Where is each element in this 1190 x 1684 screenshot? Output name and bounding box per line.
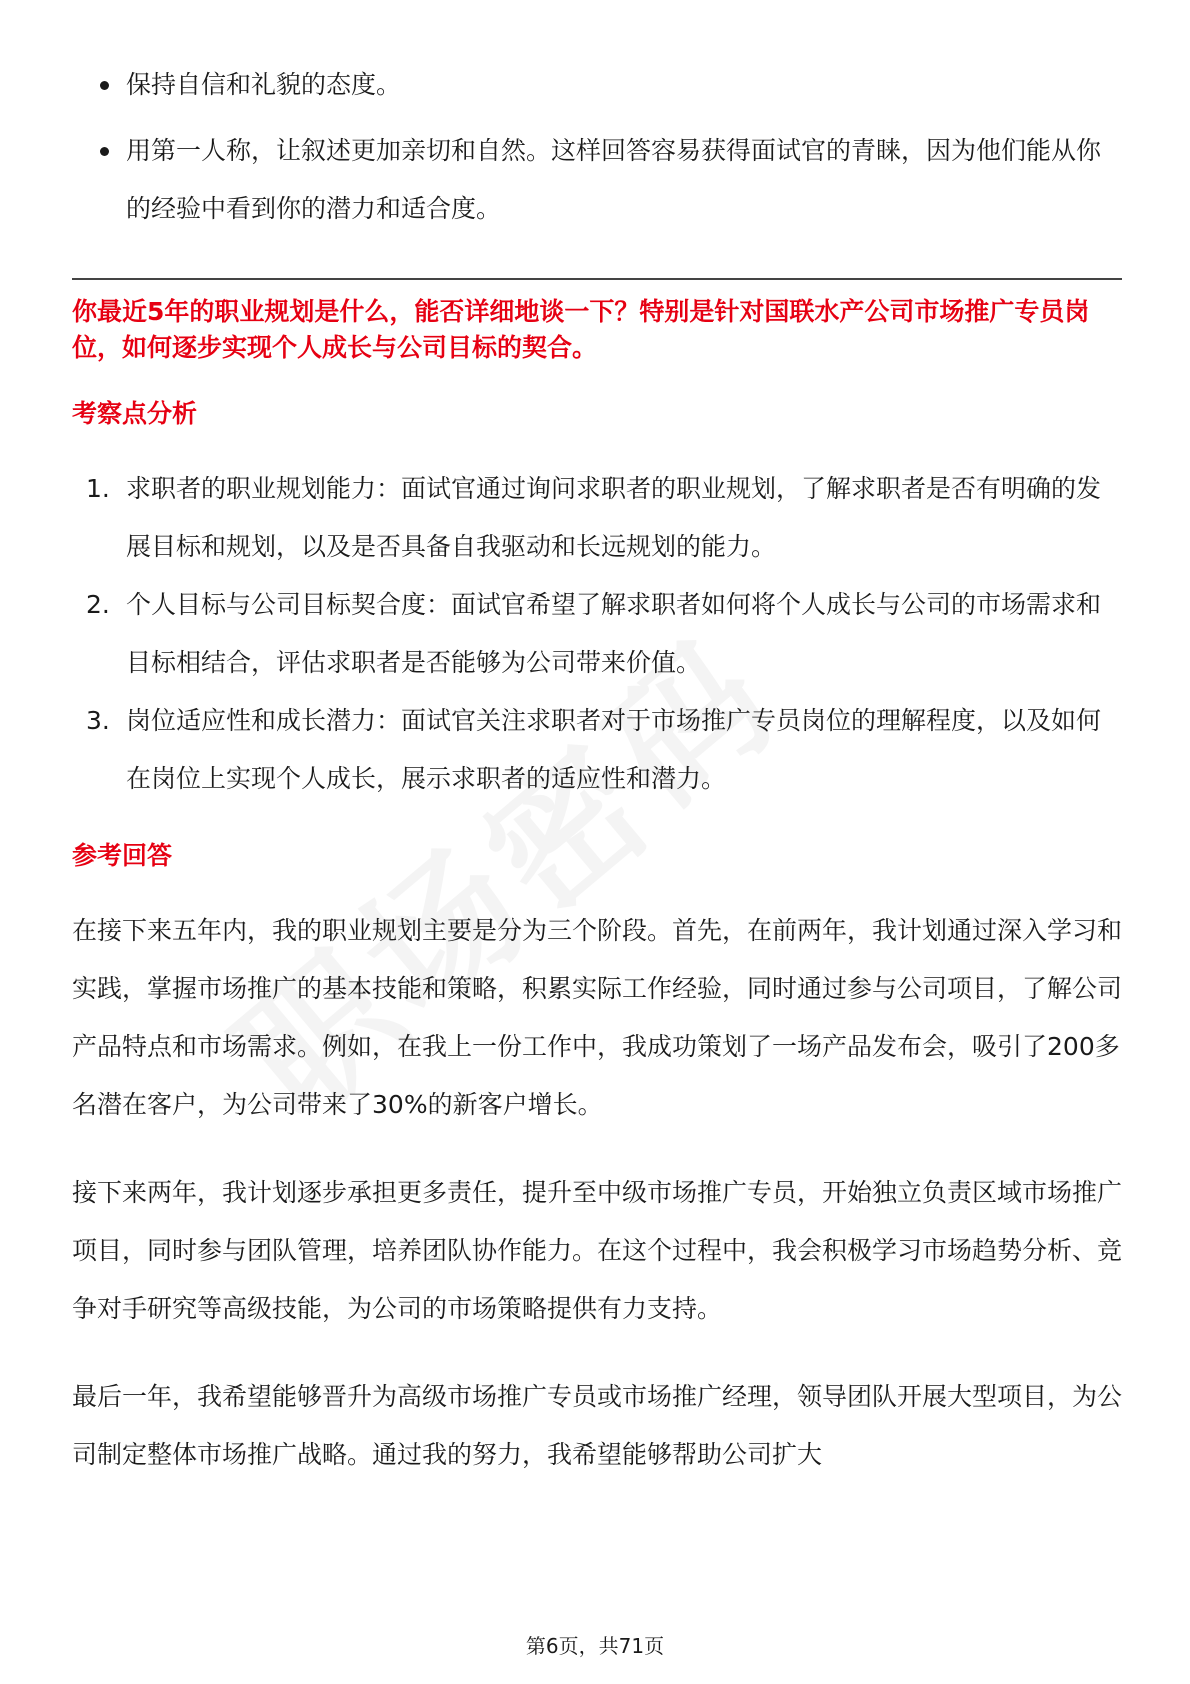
list-item-text: 个人目标与公司目标契合度：面试官希望了解求职者如何将个人成长与公司的市场需求和目标相结合，评估求职者是否能够为公司带来价值。 [126,590,1102,677]
answer-heading: 参考回答 [72,841,173,870]
answer-paragraph: 接下来两年，我计划逐步承担更多责任，提升至中级市场推广专员，开始独立负责区域市场推广项目，同时参与团队管理，培养团队协作能力。在这个过程中，我会积极学习市场趋势分析、竞争对手研究等高级技能，为公司的市场策略提供有力支持。 [72,1178,1123,1323]
list-item [72,460,1122,576]
list-item [72,692,1122,808]
answer-paragraph: 最后一年，我希望能够晋升为高级市场推广专员或市场推广经理，领导团队开展大型项目，为公司制定整体市场推广战略。通过我的努力，我希望能够帮助公司扩大 [72,1382,1123,1469]
page-content [72,56,1122,1514]
bullet-icon [100,81,109,90]
list-item-text: 岗位适应性和成长潜力：面试官关注求职者对于市场推广专员岗位的理解程度，以及如何在岗位上实现个人成长，展示求职者的适应性和潜力。 [126,706,1102,793]
analysis-list [72,460,1122,808]
analysis-heading: 考察点分析 [72,399,198,428]
list-item [72,56,1122,114]
page-number: 第6页，共71页 [525,1634,665,1658]
interview-question: 你最近5年的职业规划是什么，能否详细地谈一下？特别是针对国联水产公司市场推广专员岗位，如何逐步实现个人成长与公司目标的契合。 [72,297,1090,362]
list-item [72,576,1122,692]
section-divider [72,278,1122,280]
tips-list [72,56,1122,238]
item-number: 1. [86,474,110,503]
list-item-text: 求职者的职业规划能力：面试官通过询问求职者的职业规划，了解求职者是否有明确的发展目标和规划，以及是否具备自我驱动和长远规划的能力。 [126,474,1102,561]
list-item-text: 用第一人称，让叙述更加亲切和自然。这样回答容易获得面试官的青睐，因为他们能从你的经验中看到你的潜力和适合度。 [126,136,1102,223]
answer-paragraph: 在接下来五年内，我的职业规划主要是分为三个阶段。首先，在前两年，我计划通过深入学习和实践，掌握市场推广的基本技能和策略，积累实际工作经验，同时通过参与公司项目，了解公司产品特点和市场需求。例如，在我上一份工作中，我成功策划了一场产品发布会，吸引了200多名潜在客户，为公司带来了30%的新客户增长。 [72,916,1123,1119]
item-number: 2. [86,590,110,619]
list-item-text: 保持自信和礼貌的态度。 [126,70,402,99]
item-number: 3. [86,706,110,735]
bullet-icon [100,147,109,156]
list-item [72,122,1122,238]
